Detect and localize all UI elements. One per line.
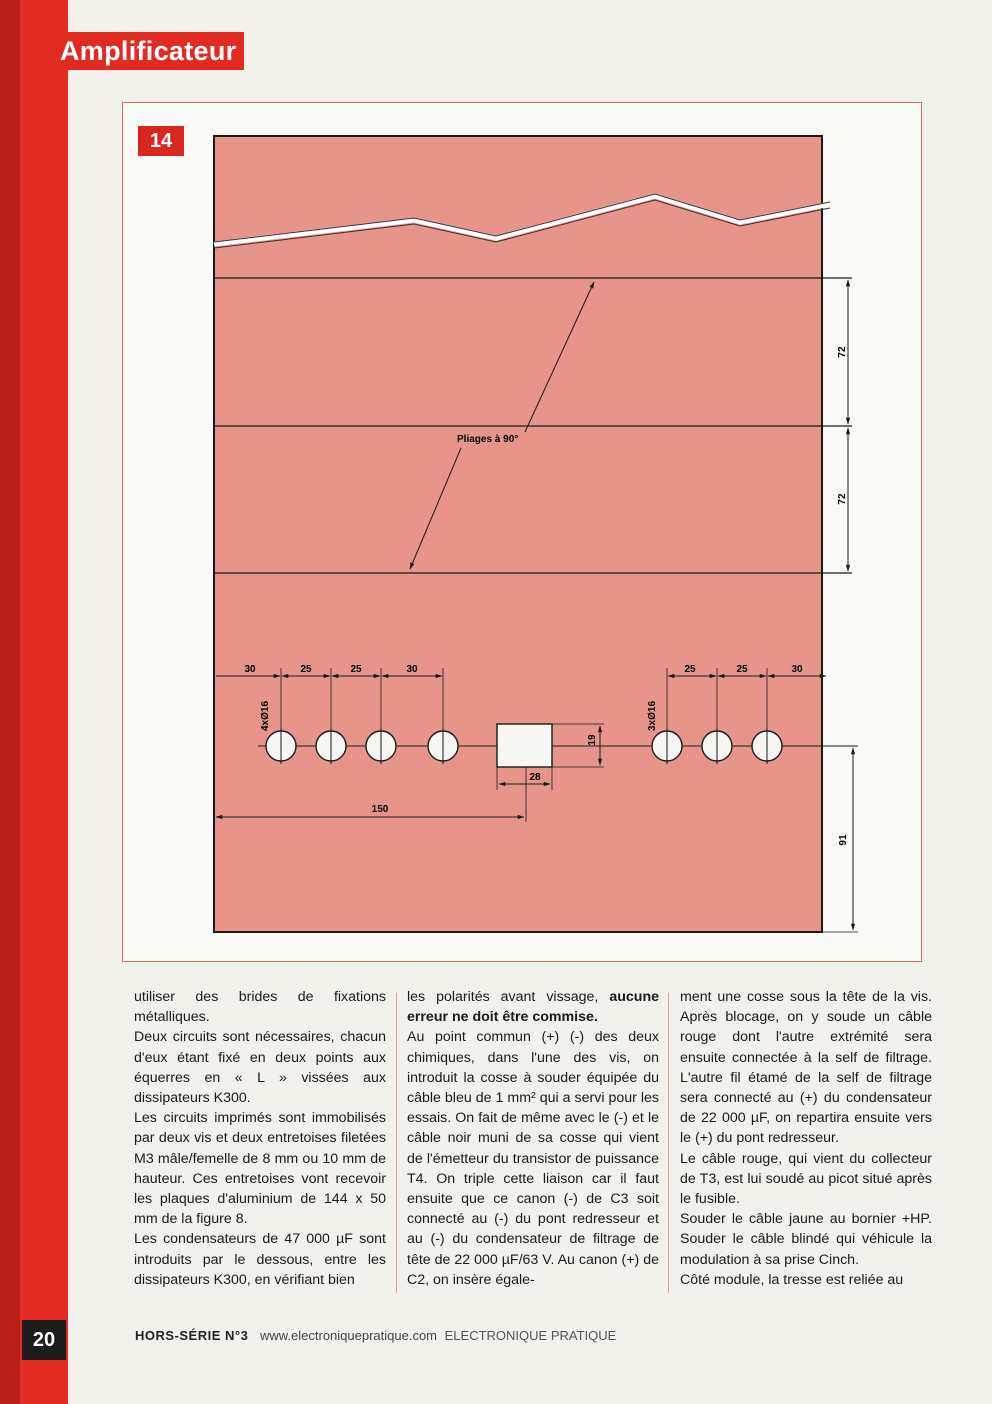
dim-label-91: 91 [838,834,849,846]
paragraph [407,987,659,1027]
footer-series: HORS-SÉRIE N°3 [135,1328,249,1343]
paragraph: Les circuits imprimés sont immobilisés par deux vis et deux entretoises filetées M3 mâle/femelle de 8 mm ou 10 mm de hauteur. Ces entretoises vont recevoir les plaques d'aluminium de 144 x 50 mm de la figure 8. [134,1110,386,1228]
figure-number: 14 [138,126,184,156]
footer-magazine: ELECTRONIQUE PRATIQUE [444,1328,617,1343]
section-title: Amplificateur [52,32,244,70]
text-column-1 [134,987,386,1290]
dim-label-150: 150 [371,804,389,815]
paragraph: Côté module, la tresse est reliée au [680,1271,904,1288]
paragraph: Souder le câble jaune au bornier +HP. Souder le câble blindé qui véhicule la modulation à sa prise Cinch. [680,1211,932,1268]
dim-label-25-c: 25 [684,664,696,675]
square-cutout [497,724,552,767]
holes-right-label: 3xØ16 [647,700,658,732]
dim-label-19: 19 [587,734,598,746]
page-footer [135,1328,616,1343]
holes-left-label: 4xØ16 [260,700,271,732]
aluminium-plate [214,136,822,932]
footer-url[interactable]: www.electroniquepratique.com [259,1328,438,1343]
column-divider [668,993,669,1293]
text-column-3 [680,987,932,1290]
page-number: 20 [22,1320,66,1360]
paragraph: Deux circuits sont nécessaires, chacun d'eux étant fixé en deux points aux équerres en « L » vissées aux dissipateurs K300. [134,1029,386,1107]
text-column-2 [407,987,659,1290]
paragraph: utiliser des brides de fixations métalliques. [134,989,386,1026]
dim-label-25-b: 25 [350,664,362,675]
text-run: les polarités avant vissage, [407,989,610,1005]
dim-label-30-mid: 30 [406,664,418,675]
paragraph: Les condensateurs de 47 000 µF sont introduits par le dessous, entre les dissipateurs K300, en vérifiant bien [134,1231,386,1288]
dim-label-28: 28 [529,772,541,783]
dim-label-72-lower: 72 [837,493,848,505]
paragraph: Au point commun (+) (-) des deux chimiques, dans l'une des vis, on introduit la cosse à souder équipée du câble bleu de 1 mm² qui a servi pour les essais. On fait de même avec le (-) et le câble noir muni de sa cosse qui vient de l'émetteur du transistor de puissance T4. On triple cette liaison car il faut ensuite que ce canon (-) de C3 soit connecté au (-) du pont redresseur et au (-) du condensateur de filtrage de tête de 22 000 µF/63 V. Au canon (+) de C2, on insère égale- [407,1029,659,1288]
dim-label-30-right: 30 [791,664,803,675]
emphasis: aucune erreur ne doit être commise [407,989,659,1026]
paragraph: ment une cosse sous la tête de la vis. Après blocage, on y soude un câble rouge dont l'autre extrémité sera ensuite connectée à la self de filtrage. L'autre fil étamé de la self de filtrage sera connecté au (+) du condensateur de 22 000 µF, on repartira ensuite vers le (+) du pont redresseur. [680,989,932,1147]
dim-label-30-left: 30 [244,664,256,675]
column-divider [396,993,397,1293]
fold-label: Pliages à 90° [457,434,519,445]
dim-label-72-upper: 72 [837,346,848,358]
emphasis-end: . [593,1009,598,1026]
dim-label-25-a: 25 [300,664,312,675]
dim-label-25-d: 25 [736,664,748,675]
paragraph: Le câble rouge, qui vient du collecteur de T3, est lui soudé au picot situé après le fusible. [680,1150,932,1208]
